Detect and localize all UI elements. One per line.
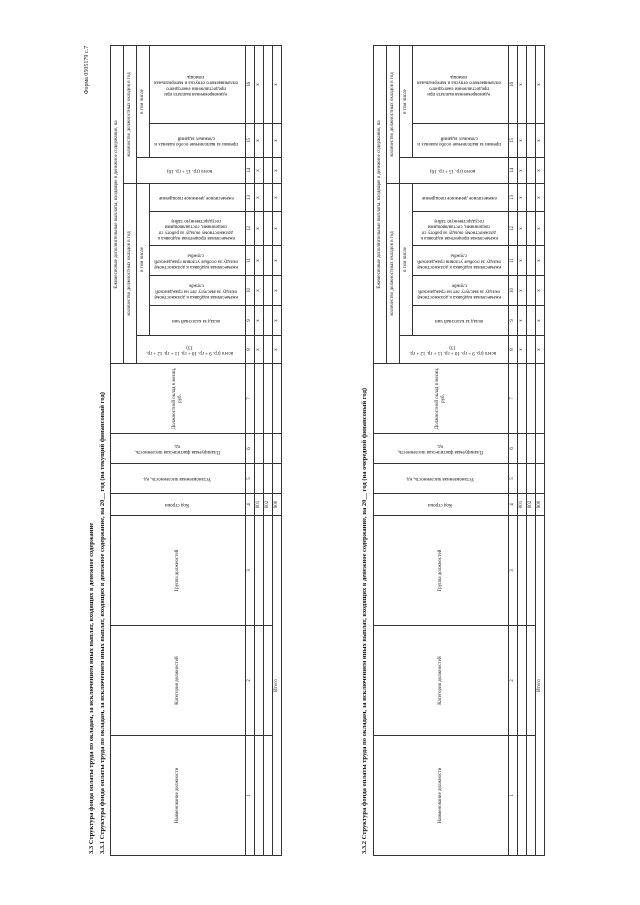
- col-code: Код строки: [374, 494, 509, 516]
- col-total-a: всего (гр. 9 + гр. 10 + гр. 11 + гр. 12 + гр. 13): [400, 336, 509, 364]
- table-row: 002: [527, 45, 536, 855]
- col-class-rank: оклад за классный чин: [150, 306, 246, 336]
- col-established: Установленная численность, ед.: [374, 464, 509, 494]
- salary-structure-table-next: [373, 45, 545, 856]
- col-name: Наименование должности: [111, 736, 246, 856]
- col-established: Установленная численность, ед.: [111, 464, 246, 494]
- table-row: 002: [264, 45, 273, 855]
- column-numbers-row: 1 2 3 4 5 6 7 8 9 10 11 12 13 14 15 16: [509, 45, 518, 855]
- col-leave: премии за выполнение особо важных и сложных заданий: [413, 124, 509, 158]
- col-planned: Планируемая фактическая численность, ед.: [374, 434, 509, 464]
- col-promo: ежемесячное денежное поощрение: [150, 184, 246, 212]
- col-vacation: единовременная выплата при предоставлении ежегодного оплачиваемого отпуска и материальная помощь: [150, 45, 246, 123]
- col-vacation: единовременная выплата при предоставлении ежегодного оплачиваемого отпуска и материальная помощь: [413, 45, 509, 123]
- col-months-count: количество должностных окладов в год: [387, 184, 400, 364]
- total-row: Итого 900 x x x x x x x x x: [273, 45, 282, 855]
- column-numbers-row: 1 2 3 4 5 6 7 8 9 10 11 12 13 14 15 16: [246, 45, 255, 855]
- subsection-heading-2: 3.3.2 Структура фонда оплаты труда по окладам, за исключением иных выплат, входящих в денежное содержание, на 20__ год (на очередной финансовый год): [361, 387, 368, 854]
- col-incl: в том числе: [400, 184, 413, 336]
- subsection-heading-1: 3.3.1 Структура фонда оплаты труда по окладам, за исключением иных выплат, входящих в денежное содержание, на 20__ год (на текущий финансовый год): [99, 392, 106, 854]
- col-months-count-b: количество должностных окладов в год: [124, 45, 137, 183]
- col-other-payments: Ежемесячные дополнительные выплаты, входящие в денежное содержание, на: [374, 45, 387, 363]
- col-planned: Планируемая фактическая численность, ед.: [111, 434, 246, 464]
- col-special: ежемесячная надбавка к должностному окладу за особые условия гражданской службы: [150, 246, 246, 276]
- col-other-payments: Ежемесячные дополнительные выплаты, входящие в денежное содержание, на: [111, 45, 124, 363]
- col-group: Группа должностей: [111, 516, 246, 626]
- col-category: Категория должностей: [374, 626, 509, 736]
- col-seniority: ежемесячная надбавка к должностному окладу за выслугу лет на гражданской службе: [150, 276, 246, 306]
- col-salary: Должностной оклад в месяц, руб.: [111, 364, 246, 434]
- table-row: 001 x x x x x x x x x: [518, 45, 527, 855]
- col-category: Категория должностей: [111, 626, 246, 736]
- col-incl: в том числе: [137, 184, 150, 336]
- col-secret: ежемесячная процентная надбавка к должностному окладу за работу со сведениями, составляющими государственную тайну: [413, 212, 509, 246]
- col-months-count: количество должностных окладов в год: [124, 184, 137, 364]
- total-row: Итого 900 x x x x x x x x x: [536, 45, 545, 855]
- section-heading: 3.3 Структура фонда оплаты труда по окладам, за исключением иных выплат, входящих в денежное содержание: [88, 522, 95, 854]
- col-group: Группа должностей: [374, 516, 509, 626]
- form-id: Форма 0505179 с.7: [84, 46, 90, 95]
- col-leave: премии за выполнение особо важных и сложных заданий: [150, 124, 246, 158]
- col-incl-b: в том числе: [137, 45, 150, 157]
- col-total-b: всего (гр. 15 + гр. 16): [400, 158, 509, 184]
- salary-structure-table-current: [110, 45, 282, 856]
- col-incl-b: в том числе: [400, 45, 413, 157]
- col-code: Код строки: [111, 494, 246, 516]
- col-total-b: всего (гр. 15 + гр. 16): [137, 158, 246, 184]
- rotated-form: [80, 40, 640, 860]
- col-class-rank: оклад за классный чин: [413, 306, 509, 336]
- col-name: Наименование должности: [374, 736, 509, 856]
- col-secret: ежемесячная процентная надбавка к должностному окладу за работу со сведениями, составляющими государственную тайну: [150, 212, 246, 246]
- col-seniority: ежемесячная надбавка к должностному окладу за выслугу лет на гражданской службе: [413, 276, 509, 306]
- col-total-a: всего (гр. 9 + гр. 10 + гр. 11 + гр. 12 + гр. 13): [137, 336, 246, 364]
- col-salary: Должностной оклад в месяц, руб.: [374, 364, 509, 434]
- table-row: 001 x x x x x x x x x: [255, 45, 264, 855]
- col-special: ежемесячная надбавка к должностному окладу за особые условия гражданской службы: [413, 246, 509, 276]
- col-promo: ежемесячное денежное поощрение: [413, 184, 509, 212]
- col-months-count-b: количество должностных окладов в год: [387, 45, 400, 183]
